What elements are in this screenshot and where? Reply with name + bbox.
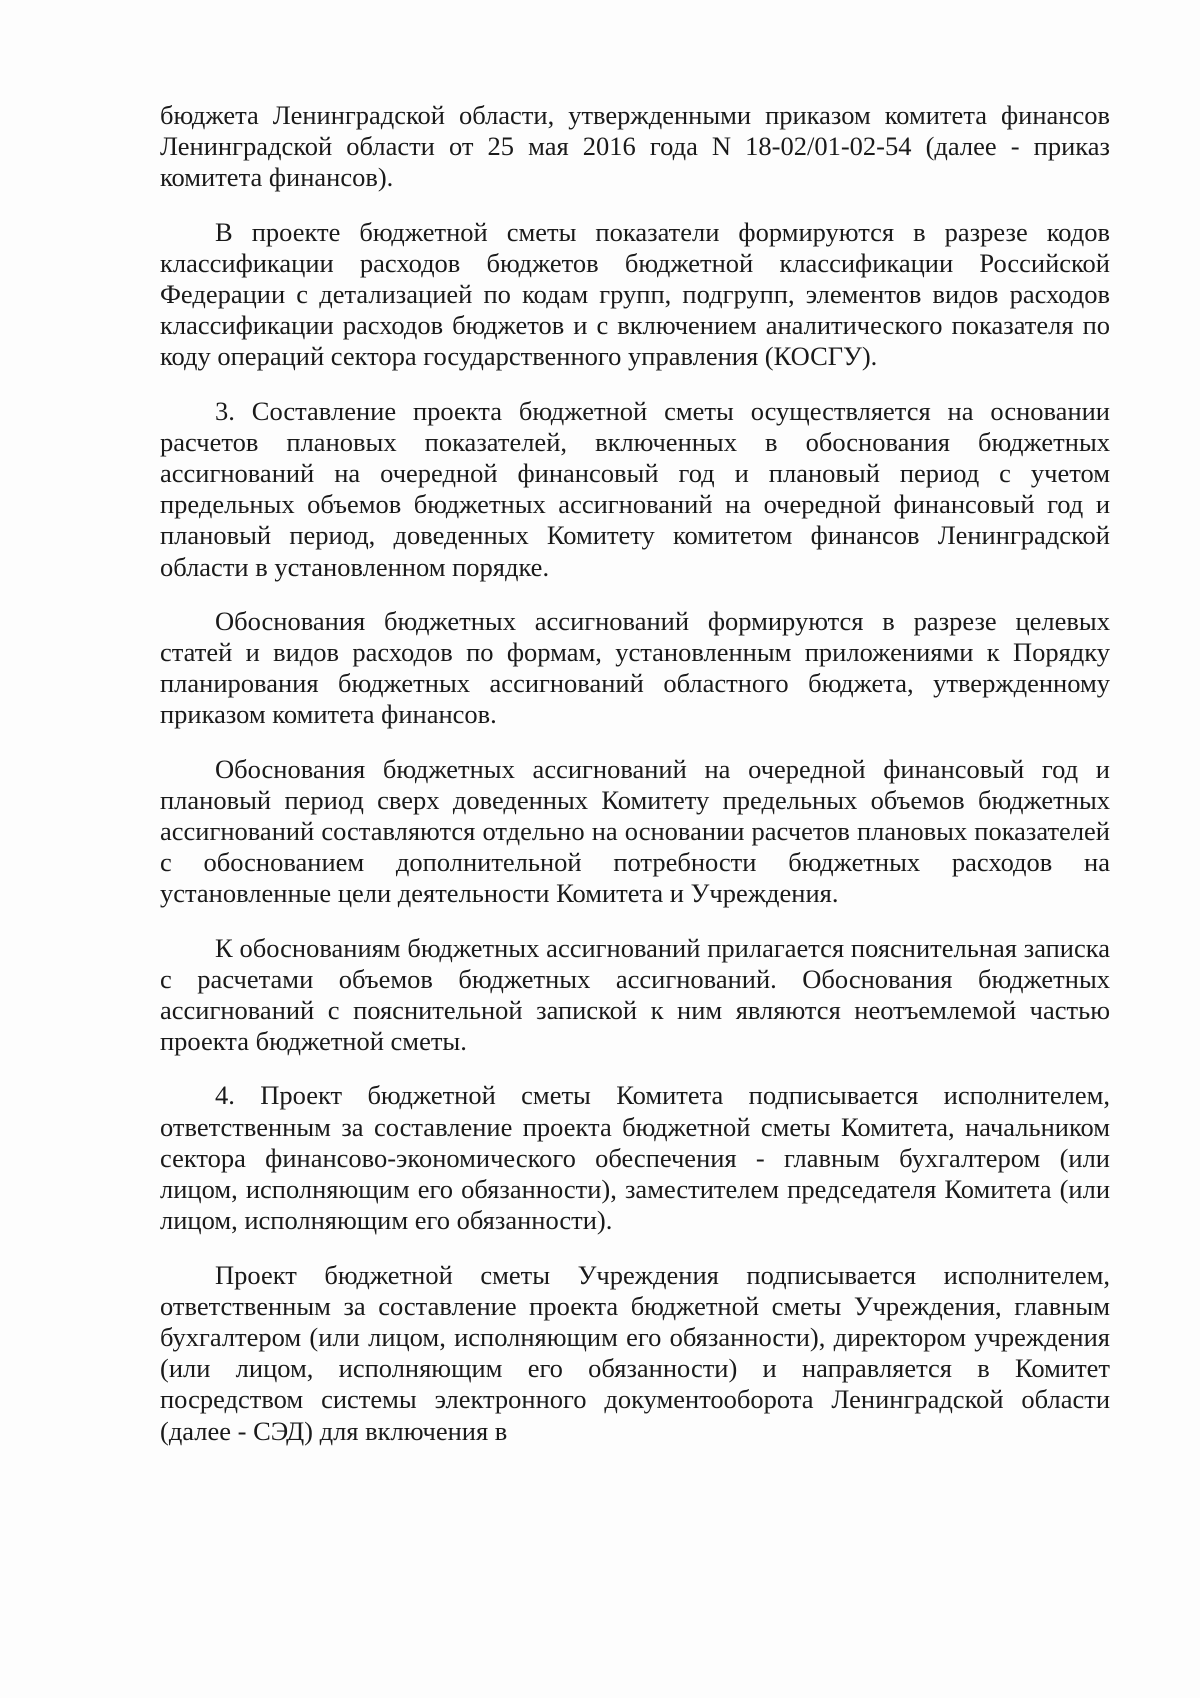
paragraph-explanatory-note: К обоснованиям бюджетных ассигнований прилагается пояснительная записка с расчетами объемов бюджетных ассигнований. Обоснования бюджетных ассигнований с пояснительной запиской к ним являются неотъемлемой частью проекта бюджетной сметы.: [160, 932, 1110, 1057]
paragraph-item-3: 3. Составление проекта бюджетной сметы осуществляется на основании расчетов плановых показателей, включенных в обоснования бюджетных ассигнований на очередной финансовый год и плановый период с учетом предельных объемов бюджетных ассигнований на очередной финансовый год и плановый период, доведенных Комитету комитетом финансов Ленинградской области в установленном порядке.: [160, 395, 1110, 582]
paragraph-justifications-forms: Обоснования бюджетных ассигнований формируются в разрезе целевых статей и видов расходов по формам, установленным приложениями к Порядку планирования бюджетных ассигнований областного бюджета, утвержденному приказом комитета финансов.: [160, 605, 1110, 730]
paragraph-institution-estimate: Проект бюджетной сметы Учреждения подписывается исполнителем, ответственным за составление проекта бюджетной сметы Учреждения, главным бухгалтером (или лицом, исполняющим его обязанности), директором учреждения (или лицом, исполняющим его обязанности) и направляется в Комитет посредством системы электронного документооборота Ленинградской области (далее - СЭД) для включения в: [160, 1259, 1110, 1446]
paragraph-budget-indicators: В проекте бюджетной сметы показатели формируются в разрезе кодов классификации расходов бюджетов бюджетной классификации Российской Федерации с детализацией по кодам групп, подгрупп, элементов видов расходов классификации расходов бюджетов и с включением аналитического показателя по коду операций сектора государственного управления (КОСГУ).: [160, 216, 1110, 372]
document-body: [160, 100, 1110, 1447]
paragraph-justifications-over-limits: Обоснования бюджетных ассигнований на очередной финансовый год и плановый период сверх доведенных Комитету предельных объемов бюджетных ассигнований составляются отдельно на основании расчетов плановых показателей с обоснованием дополнительной потребности бюджетных расходов на установленные цели деятельности Комитета и Учреждения.: [160, 753, 1110, 909]
paragraph-continuation: бюджета Ленинградской области, утвержденными приказом комитета финансов Ленинградской области от 25 мая 2016 года N 18-02/01-02-54 (далее - приказ комитета финансов).: [160, 100, 1110, 193]
paragraph-item-4: 4. Проект бюджетной сметы Комитета подписывается исполнителем, ответственным за составление проекта бюджетной сметы Комитета, начальником сектора финансово-экономического обеспечения - главным бухгалтером (или лицом, исполняющим его обязанности), заместителем председателя Комитета (или лицом, исполняющим его обязанности).: [160, 1080, 1110, 1236]
